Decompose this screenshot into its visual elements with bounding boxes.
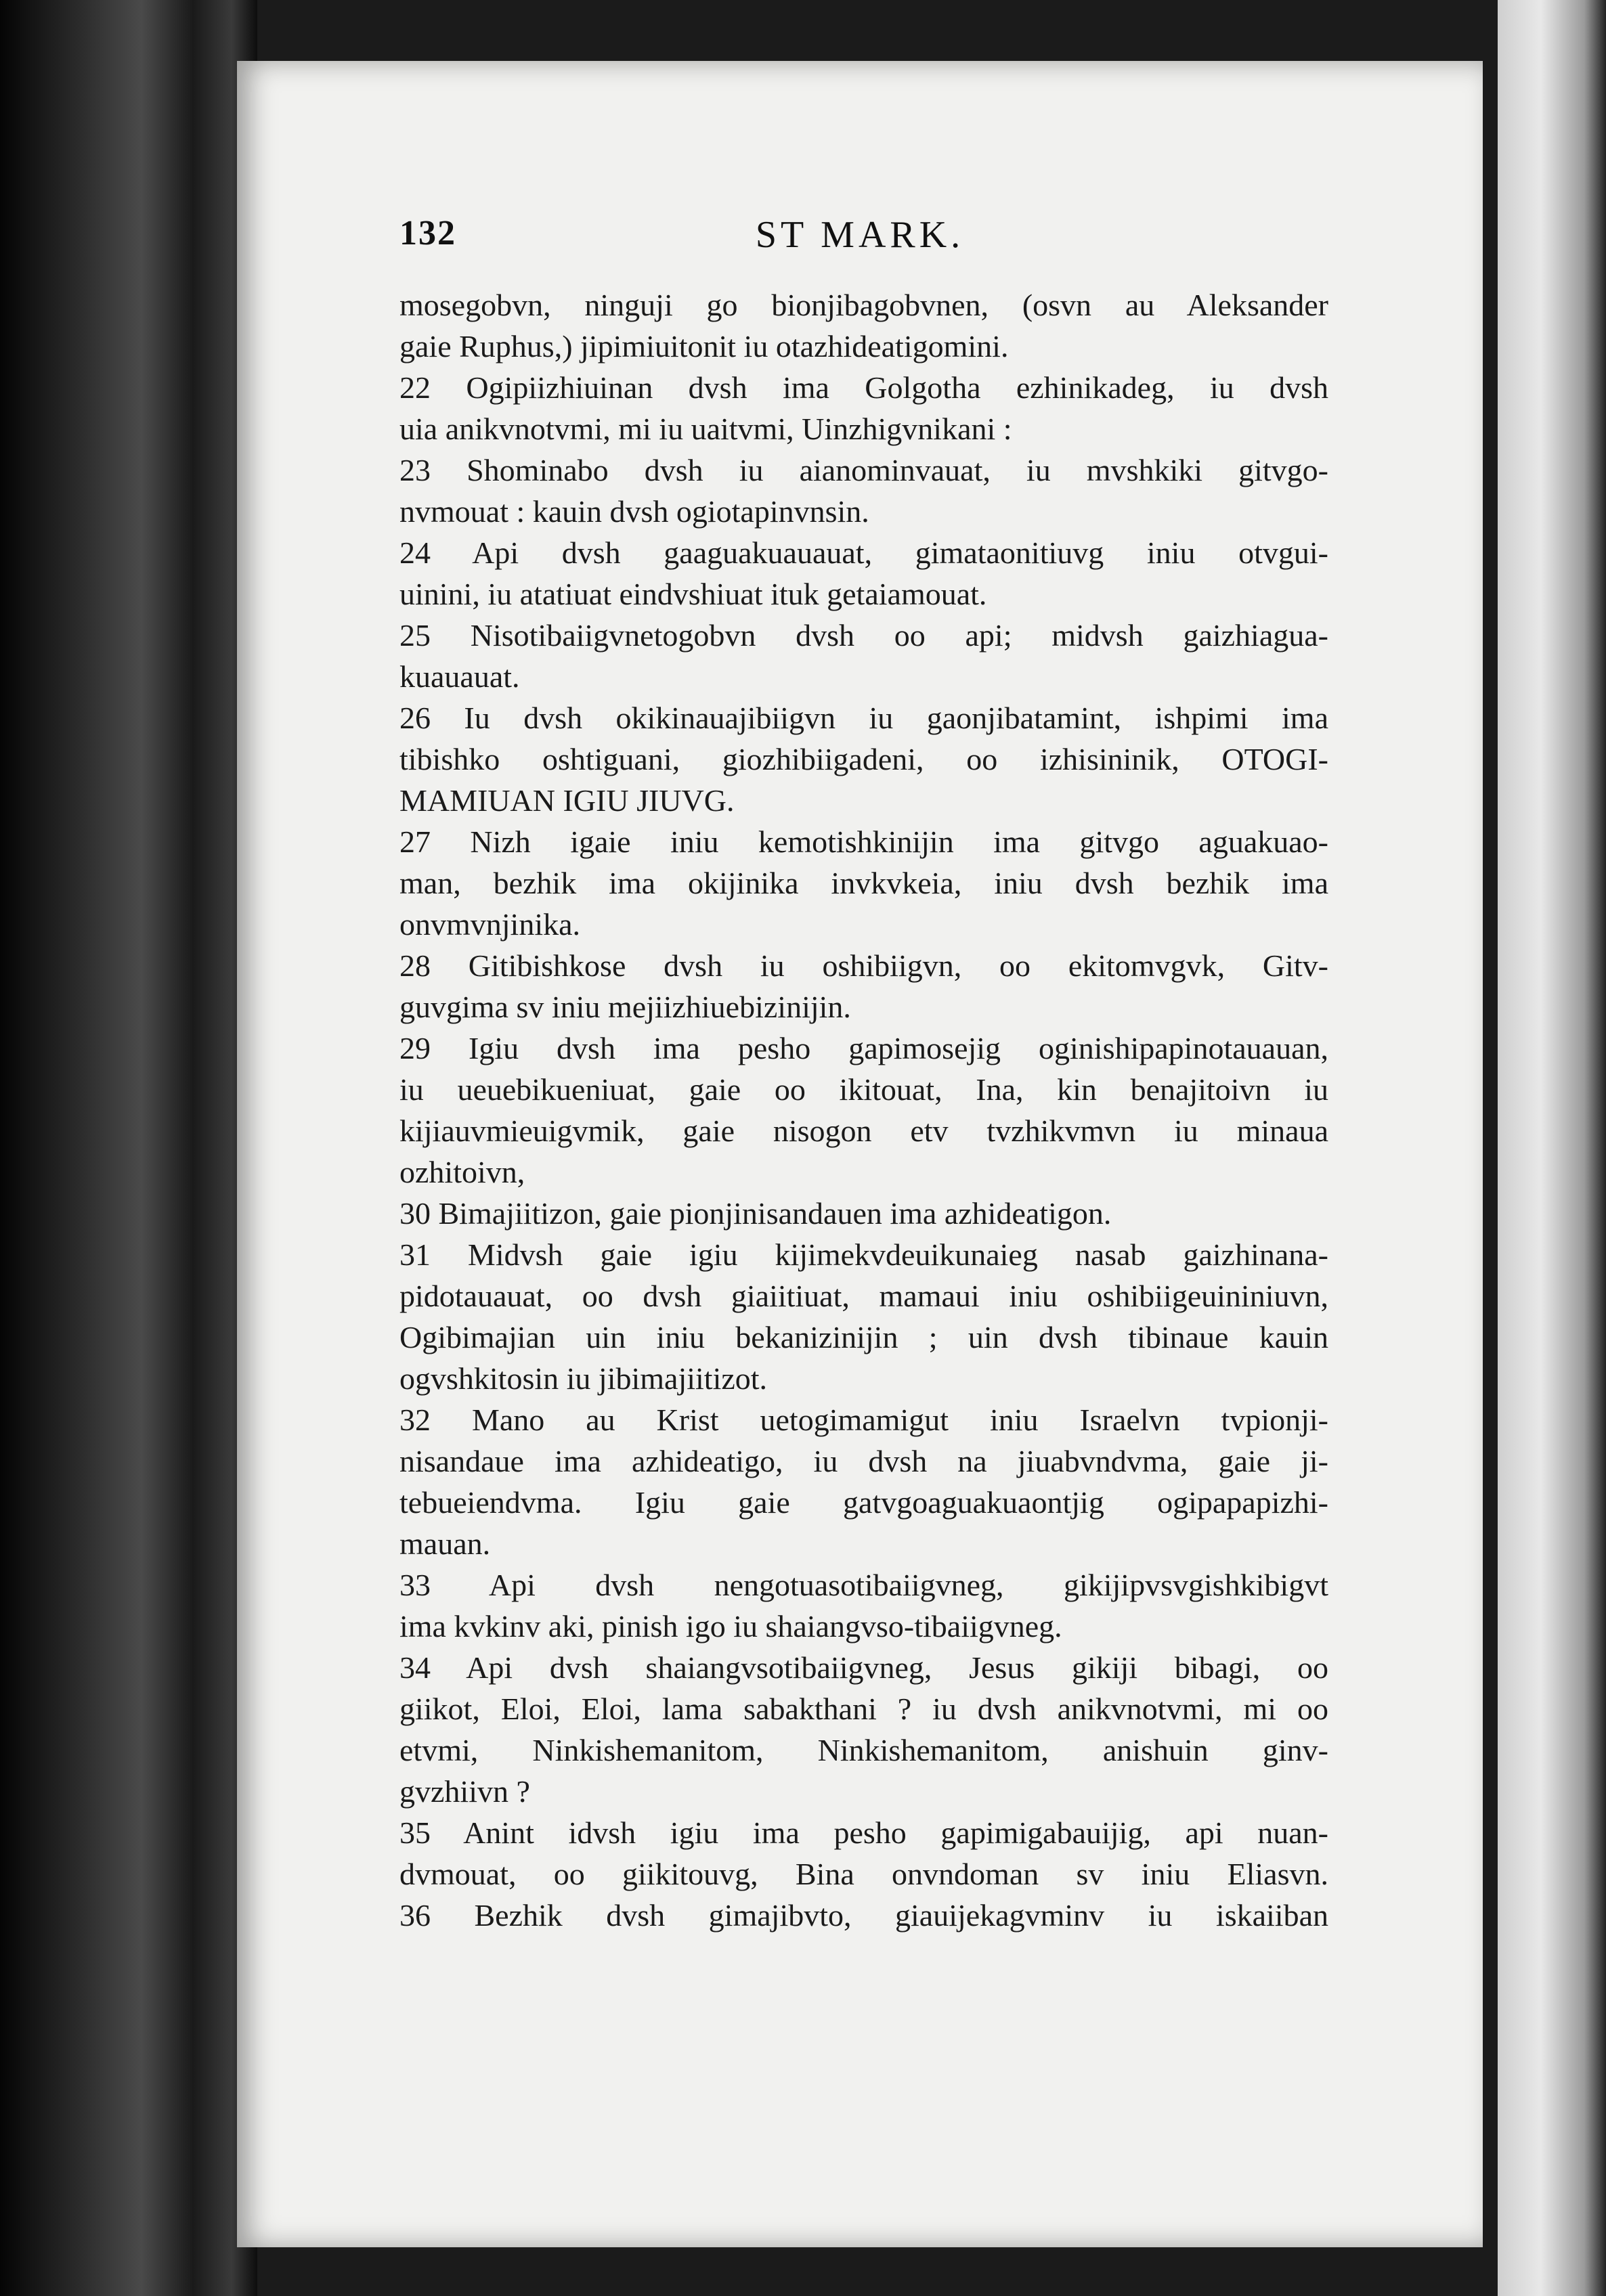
text-line: gaie Ruphus,) jipimiuitonit iu otazhideatigomini. [399,329,1009,363]
text-line: MAMIUAN IGIU JIUVG. [399,783,735,818]
text-line: 26 Iu dvsh okikinauajibiigvn iu gaonjibatamint, ishpimi ima [399,701,1328,735]
text-line: mosegobvn, ninguji go bionjibagobvnen, (osvn au Aleksander [399,288,1328,322]
running-head: ST MARK. [755,214,965,256]
text-line: pidotauauat, oo dvsh giaiitiuat, mamaui iniu oshibiigeuininiuvn, [399,1279,1328,1313]
text-line: ogvshkitosin iu jibimajiitizot. [399,1361,768,1396]
text-line: uinini, iu atatiuat eindvshiuat ituk getaiamouat. [399,577,987,611]
text-line: nisandaue ima azhideatigo, iu dvsh na jiuabvndvma, gaie ji- [399,1444,1328,1478]
text-line: 35 Anint idvsh igiu ima pesho gapimigabauijig, api nuan- [399,1815,1328,1850]
text-line: 32 Mano au Krist uetogimamigut iniu Israelvn tvpionji- [399,1403,1328,1437]
text-line: dvmouat, oo giikitouvg, Bina onvndoman sv iniu Eliasvn. [399,1857,1328,1891]
scan-binding-shadow [0,0,257,2296]
text-line: Ogibimajian uin iniu bekanizinijin ; uin dvsh tibinaue kauin [399,1320,1328,1354]
page-header [399,213,1320,267]
text-line: ima kvkinv aki, pinish igo iu shaiangvso-tibaiigvneg. [399,1609,1062,1643]
text-line: 33 Api dvsh nengotuasotibaiigvneg, gikijipvsvgishkibigvt [399,1568,1328,1602]
text-line: tebueiendvma. Igiu gaie gatvgoaguakuaontjig ogipapapizhi- [399,1485,1328,1520]
text-line: 29 Igiu dvsh ima pesho gapimosejig oginishipapinotauauan, [399,1031,1328,1065]
text-line: mauan. [399,1526,491,1561]
scan-right-edge [1498,0,1606,2296]
text-line: kuauauat. [399,659,520,694]
text-line: 28 Gitibishkose dvsh iu oshibiigvn, oo ekitomvgvk, Gitv- [399,948,1328,983]
text-line: onvmvnjinika. [399,907,581,942]
text-line: ozhitoivn, [399,1155,525,1189]
text-line: 25 Nisotibaiigvnetogobvn dvsh oo api; midvsh gaizhiagua- [399,618,1328,653]
text-line: kijiauvmieuigvmik, gaie nisogon etv tvzhikvmvn iu minaua [399,1113,1328,1148]
text-line: iu ueuebikueniuat, gaie oo ikitouat, Ina, kin benajitoivn iu [399,1072,1328,1107]
text-line: 34 Api dvsh shaiangvsotibaiigvneg, Jesus gikiji bibagi, oo [399,1650,1328,1685]
text-line: etvmi, Ninkishemanitom, Ninkishemanitom, anishuin ginv- [399,1733,1328,1767]
page-number: 132 [399,214,456,252]
text-line: 24 Api dvsh gaaguakuauauat, gimataonitiuvg iniu otvgui- [399,535,1328,570]
text-line: 27 Nizh igaie iniu kemotishkinijin ima gitvgo aguakuao- [399,824,1328,859]
text-line: uia anikvnotvmi, mi iu uaitvmi, Uinzhigvnikani : [399,412,1012,446]
text-line: giikot, Eloi, Eloi, lama sabakthani ? iu dvsh anikvnotvmi, mi oo [399,1692,1328,1726]
text-line: man, bezhik ima okijinika invkvkeia, iniu dvsh bezhik ima [399,866,1328,900]
text-line: 31 Midvsh gaie igiu kijimekvdeuikunaieg nasab gaizhinana- [399,1237,1328,1272]
text-line: 30 Bimajiitizon, gaie pionjinisandauen ima azhideatigon. [399,1196,1112,1231]
text-line: tibishko oshtiguani, giozhibiigadeni, oo izhisininik, OTOGI- [399,742,1328,776]
text-line: 36 Bezhik dvsh gimajibvto, giauijekagvminv iu iskaiiban [399,1898,1328,1933]
text-line: guvgima sv iniu mejiizhiuebizinijin. [399,990,851,1024]
text-line: 23 Shominabo dvsh iu aianominvauat, iu mvshkiki gitvgo- [399,453,1328,487]
text-line: nvmouat : kauin dvsh ogiotapinvnsin. [399,494,869,529]
book-page [237,61,1483,2247]
body-text [399,284,1328,1936]
text-line: 22 Ogipiizhiuinan dvsh ima Golgotha ezhinikadeg, iu dvsh [399,370,1328,405]
text-line: gvzhiivn ? [399,1774,530,1809]
